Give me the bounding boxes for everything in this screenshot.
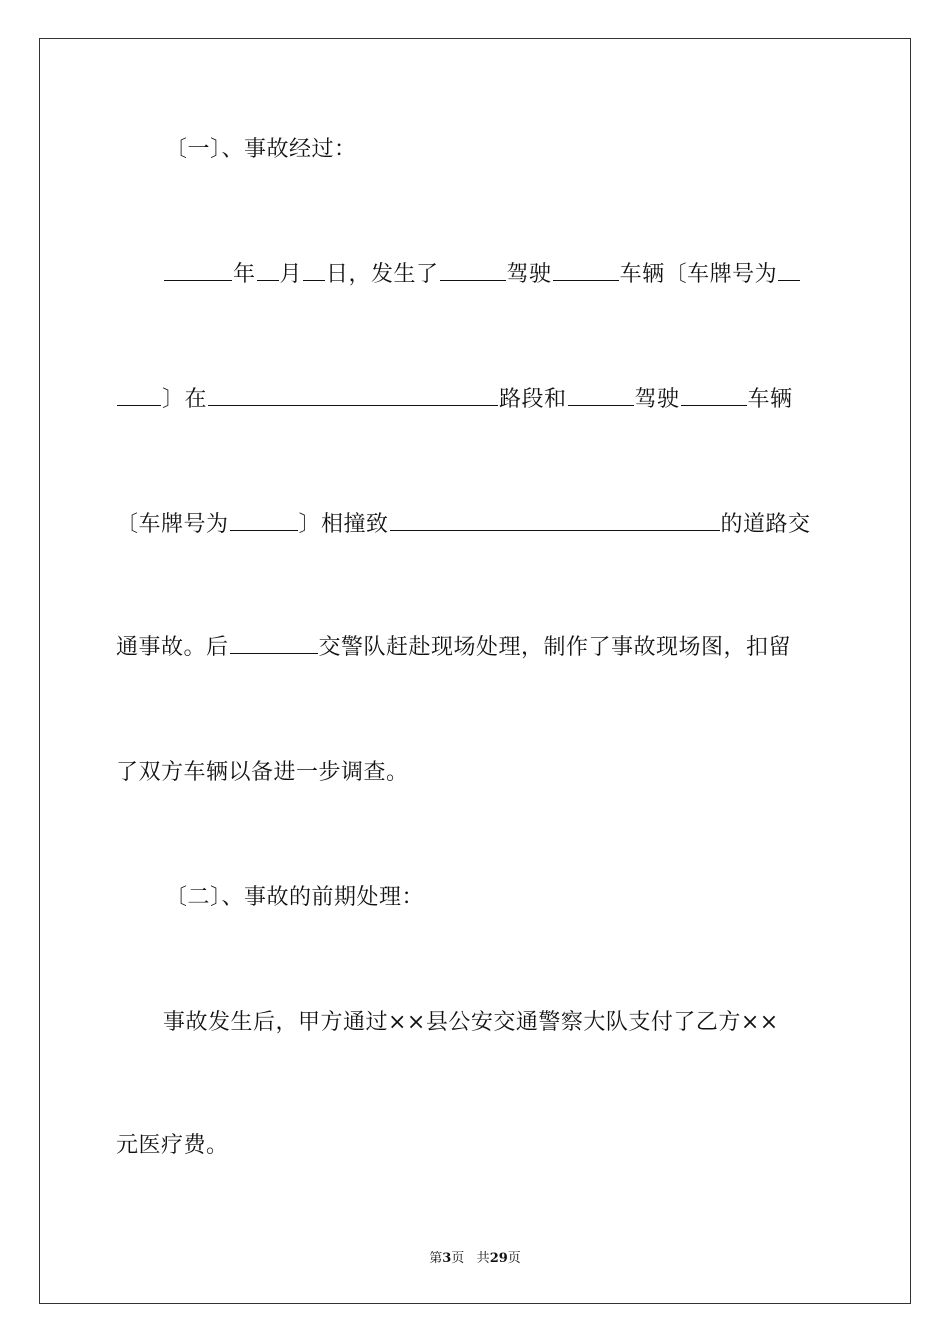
paragraph-2-line-1: 事故发生后，甲方通过××县公安交通警察大队支付了乙方×× <box>163 1010 779 1035</box>
blank-plate-a-end <box>117 385 161 406</box>
blank-year <box>164 260 232 281</box>
page-border <box>39 38 911 1304</box>
blank-driver-a <box>440 260 506 281</box>
blank-driver-b <box>568 385 634 406</box>
paragraph-2-line-2: 元医疗费。 <box>116 1133 229 1158</box>
page-footer: 第3页 共29页 <box>429 1251 521 1266</box>
blank-road-section <box>208 385 498 406</box>
blank-police-unit <box>230 633 318 654</box>
blank-consequence <box>390 510 720 531</box>
blank-day <box>303 260 325 281</box>
blank-month <box>257 260 279 281</box>
paragraph-1-line-1: 年 月 日，发生了 驾驶 车辆〔车牌号为 <box>163 260 832 290</box>
paragraph-1-line-4: 通事故。后 交警队赶赴现场处理，制作了事故现场图，扣留 <box>116 635 792 660</box>
current-page-number: 3 <box>442 1251 452 1266</box>
paragraph-1-line-3: 〔车牌号为 〕相撞致 的道路交 <box>116 512 811 537</box>
blank-plate-b <box>230 510 298 531</box>
blank-vehicle-b <box>681 385 747 406</box>
paragraph-1-line-2: 〕在 路段和 驾驶 车辆 <box>116 385 832 415</box>
section-heading-2: 〔二〕、事故的前期处理： <box>165 885 425 910</box>
section-heading-1: 〔一〕、事故经过： <box>165 137 357 162</box>
blank-plate-a-start <box>778 260 800 281</box>
blank-vehicle-a <box>553 260 619 281</box>
total-page-count: 29 <box>489 1251 508 1266</box>
paragraph-1-line-5: 了双方车辆以备进一步调查。 <box>116 760 409 785</box>
